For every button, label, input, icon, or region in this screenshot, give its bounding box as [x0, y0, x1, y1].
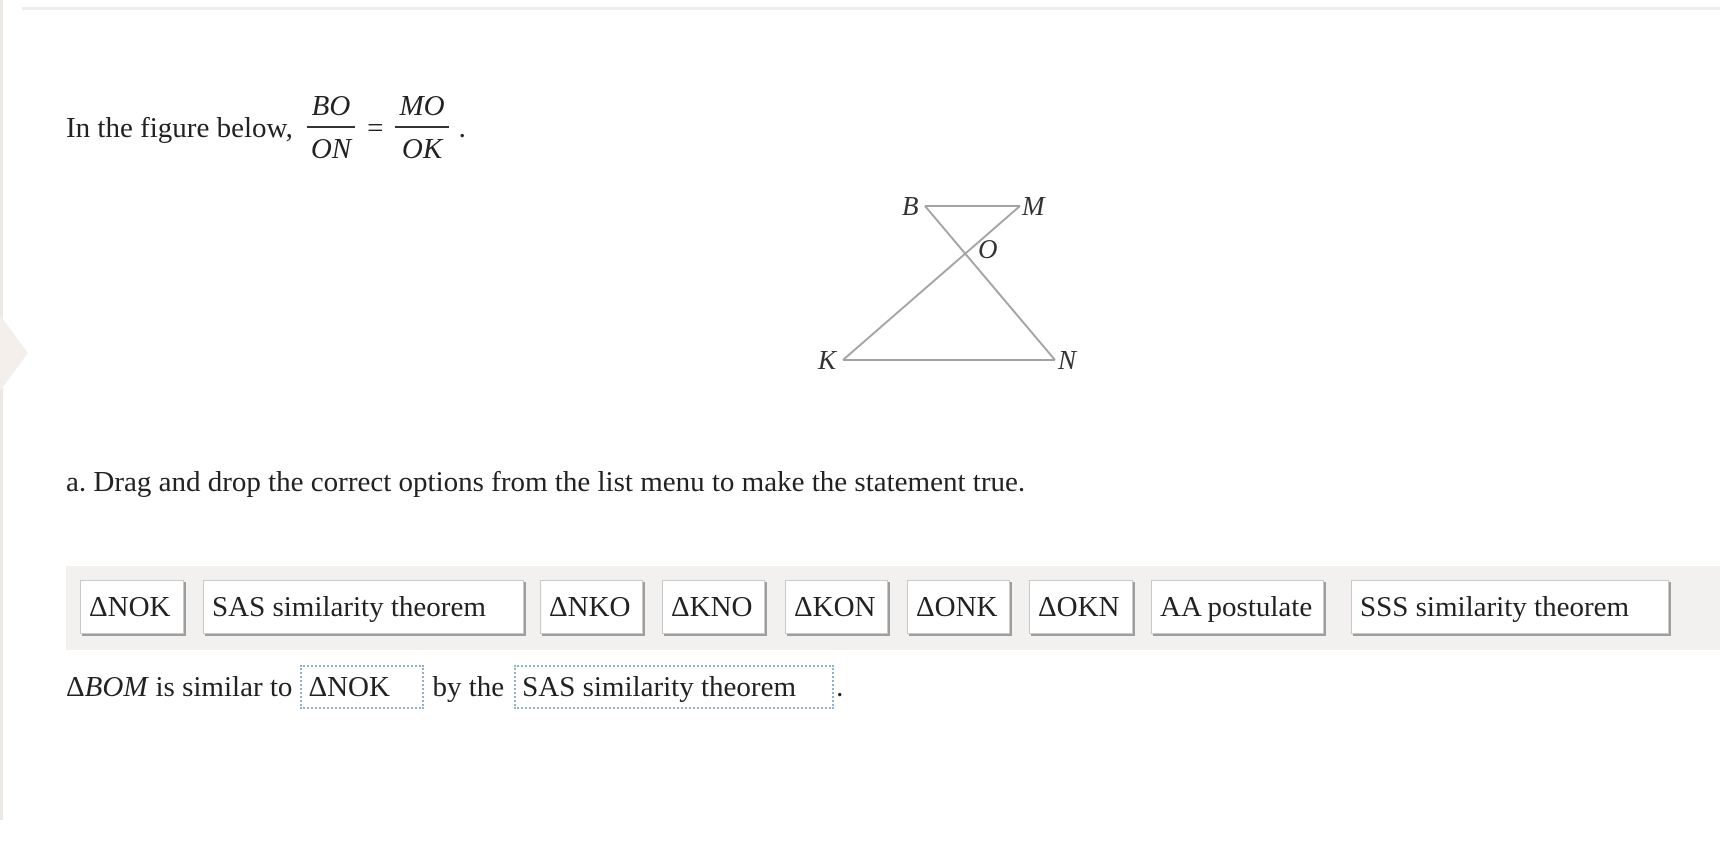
fraction-numerator: BO — [311, 90, 351, 122]
left-panel-edge — [0, 0, 3, 820]
top-divider — [22, 7, 1720, 10]
segment-bn — [925, 206, 1055, 360]
geometry-figure — [800, 182, 1110, 382]
triangle-symbol: Δ — [66, 670, 85, 703]
option-nok[interactable]: ΔNOK — [80, 580, 184, 634]
option-onk[interactable]: ΔONK — [907, 580, 1010, 634]
vertex-label-n: N — [1058, 345, 1077, 375]
option-nko[interactable]: ΔNKO — [540, 580, 643, 634]
stem-period: . — [458, 111, 466, 144]
drop-zone-reason[interactable]: SAS similarity theorem — [514, 665, 834, 709]
fraction-bo-on — [307, 92, 355, 164]
equals-sign: = — [367, 111, 384, 144]
option-aa-postulate[interactable]: AA postulate — [1151, 580, 1324, 634]
question-stem — [66, 88, 466, 168]
side-arrow-tab — [0, 315, 28, 391]
option-kno[interactable]: ΔKNO — [662, 580, 765, 634]
option-sss-similarity-theorem[interactable]: SSS similarity theorem — [1351, 580, 1669, 634]
fraction-denominator: OK — [401, 133, 443, 165]
statement-period: . — [836, 670, 844, 703]
vertex-label-m: M — [1022, 191, 1045, 221]
instruction-text: a. Drag and drop the correct options from the list menu to make the statement true. — [66, 466, 1026, 498]
statement-middle-text: is similar to — [155, 670, 293, 703]
answer-statement — [66, 664, 843, 710]
statement-connector-text: by the — [432, 670, 505, 703]
option-kon[interactable]: ΔKON — [785, 580, 888, 634]
option-bank — [66, 566, 1720, 650]
geometry-figure-svg — [800, 182, 1110, 382]
vertex-label-b: B — [902, 191, 919, 221]
fraction-denominator: ON — [310, 133, 352, 165]
fraction-numerator: MO — [399, 90, 445, 122]
vertex-label-o: O — [978, 234, 998, 264]
stem-lead-text: In the figure below, — [66, 111, 293, 144]
fraction-mo-ok — [395, 92, 448, 164]
vertex-label-k: K — [818, 345, 837, 375]
triangle-name: BOM — [84, 670, 148, 703]
segment-mk — [843, 206, 1020, 360]
option-okn[interactable]: ΔOKN — [1029, 580, 1133, 634]
option-sas-similarity-theorem[interactable]: SAS similarity theorem — [203, 580, 524, 634]
drop-zone-triangle[interactable]: ΔNOK — [300, 665, 424, 709]
